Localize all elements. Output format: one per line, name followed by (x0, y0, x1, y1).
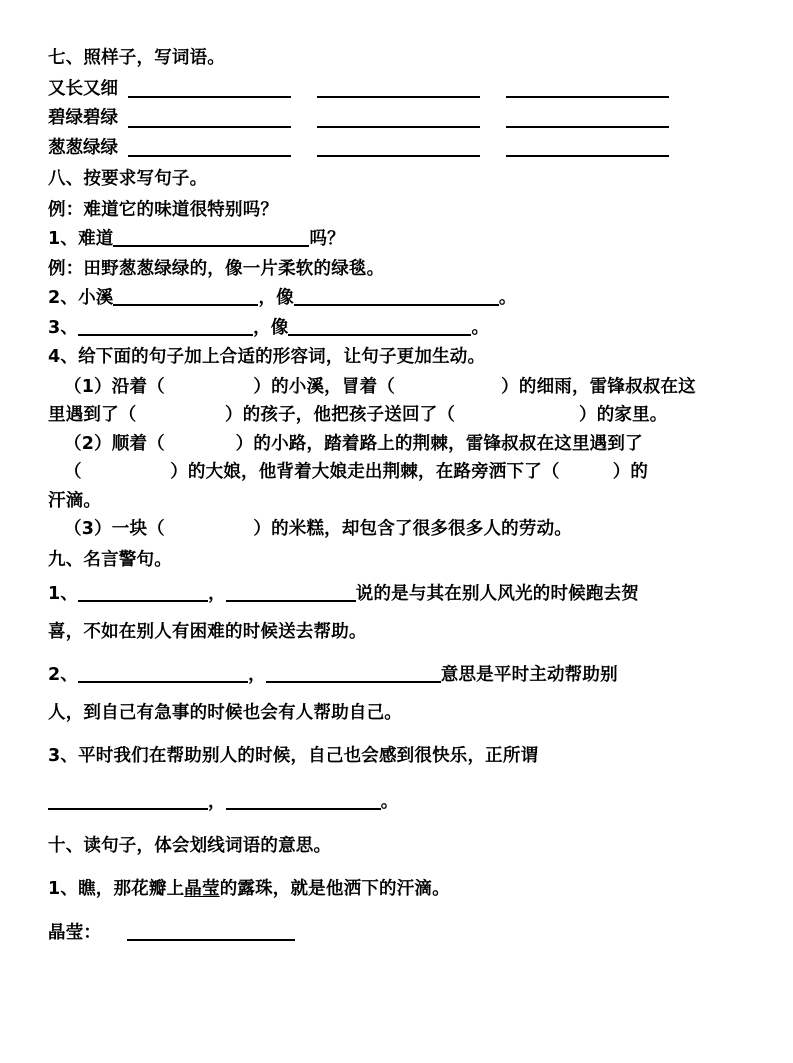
underlined-word: 晶莹 (184, 878, 220, 899)
section-9-heading: 九、名言警句。 (48, 549, 172, 570)
quote-1-blank-a[interactable] (78, 587, 208, 602)
question-3-mid: ，像 (253, 317, 289, 338)
section-9-question-1-line-2: 喜，不如在别人有困难的时候送去帮助。 (48, 621, 367, 642)
quote-1-mid: ， (208, 584, 226, 604)
section-8-heading: 八、按要求写句子。 (48, 169, 208, 189)
quote-3-blank-b[interactable] (226, 795, 381, 810)
section-10-answer-row (48, 925, 753, 943)
section-8-example-1: 例：难道它的味道很特别吗？ (48, 199, 279, 220)
sentence-after-underline: 的露珠，就是他洒下的汗滴。 (219, 878, 450, 899)
word-blank[interactable] (128, 113, 291, 128)
section-10-heading: 十、读句子，体会划线词语的意思。 (48, 836, 332, 856)
word-blank[interactable] (506, 113, 669, 128)
word-pattern-label: 又长又细 (48, 78, 118, 99)
word-pattern-row (48, 110, 753, 128)
section-9-question-3-line-1: 3、平时我们在帮助别人的时候，自己也会感到很快乐，正所谓 (48, 746, 539, 766)
section-8-question-1 (48, 231, 753, 249)
section-8-question-4-heading: 4、给下面的句子加上合适的形容词，让句子更加生动。 (48, 347, 486, 367)
word-pattern-label: 葱葱绿绿 (48, 137, 118, 158)
section-8-question-3 (48, 317, 753, 338)
question-4-2-line-1: （2）顺着（ ）的小路，踏着路上的荆棘，雷锋叔叔在这里遇到了 (64, 433, 643, 454)
word-blank[interactable] (317, 83, 480, 98)
quote-1-prefix: 1、 (48, 584, 79, 604)
question-3-blank-b[interactable] (288, 321, 471, 336)
section-7-heading: 七、照样子，写词语。 (48, 48, 225, 68)
question-2-prefix: 2、小溪 (48, 288, 114, 308)
section-8-question-2 (48, 290, 753, 308)
answer-blank[interactable] (127, 926, 295, 941)
question-4-1-line-2: 里遇到了（ ）的孩子，他把孩子送回了（ ）的家里。 (48, 405, 668, 425)
question-4-3: （3）一块（ ）的米糕，却包含了很多很多人的劳动。 (64, 519, 572, 539)
question-1-prefix: 1、难道 (48, 229, 114, 249)
quote-3-suffix: 。 (380, 791, 399, 812)
section-9-question-1-line-1 (48, 586, 753, 604)
quote-2-mid: ， (248, 665, 266, 685)
quote-2-tail: 意思是平时主动帮助别 (440, 665, 618, 685)
word-pattern-row (48, 78, 753, 99)
question-1-suffix: 吗？ (309, 229, 345, 249)
word-pattern-row (48, 137, 753, 158)
quote-1-tail: 说的是与其在别人风光的时候跑去贺 (355, 584, 639, 604)
section-9-question-2-line-2: 人，到自己有急事的时候也会有人帮助自己。 (48, 702, 402, 723)
question-4-1-line-1: （1）沿着（ ）的小溪，冒着（ ）的细雨，雷锋叔叔在这 (64, 376, 696, 397)
section-8-example-2: 例：田野葱葱绿绿的，像一片柔软的绿毯。 (48, 258, 385, 279)
quote-3-blank-a[interactable] (48, 795, 208, 810)
word-blank[interactable] (506, 83, 669, 98)
question-3-suffix: 。 (471, 317, 490, 338)
question-2-mid: ，像 (258, 288, 294, 308)
sentence-before-underline: 1、瞧，那花瓣上 (48, 878, 185, 899)
question-2-period: 。 (498, 288, 517, 308)
section-10-question-1 (48, 878, 753, 899)
word-blank[interactable] (128, 142, 291, 157)
question-4-2-line-3: 汗滴。 (48, 490, 102, 511)
quote-1-blank-b[interactable] (226, 587, 356, 602)
word-pattern-label: 碧绿碧绿 (48, 108, 118, 128)
word-blank[interactable] (506, 142, 669, 157)
question-2-blank-a[interactable] (113, 291, 258, 306)
question-4-2-line-2: （ ）的大娘，他背着大娘走出荆棘，在路旁洒下了（ ）的 (64, 462, 649, 482)
answer-label: 晶莹： (48, 923, 102, 943)
word-blank[interactable] (317, 113, 480, 128)
quote-2-blank-b[interactable] (266, 668, 441, 683)
quote-2-blank-a[interactable] (78, 668, 248, 683)
quote-3-mid: ， (208, 791, 226, 812)
question-3-prefix: 3、 (48, 317, 79, 338)
word-blank[interactable] (128, 83, 291, 98)
section-9-question-3-line-2 (48, 791, 753, 812)
question-1-blank[interactable] (113, 232, 309, 247)
quote-2-prefix: 2、 (48, 665, 79, 685)
question-3-blank-a[interactable] (78, 321, 253, 336)
question-2-blank-b[interactable] (294, 291, 499, 306)
section-9-question-2-line-1 (48, 667, 753, 685)
word-blank[interactable] (317, 142, 480, 157)
